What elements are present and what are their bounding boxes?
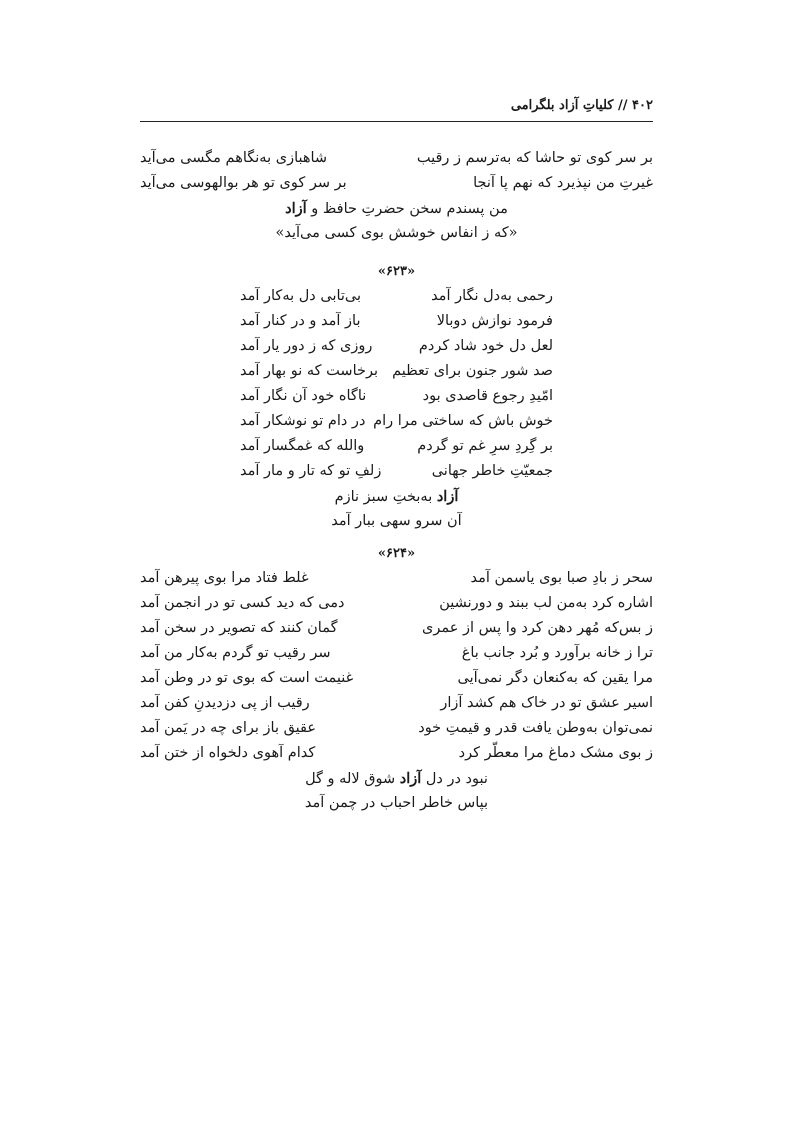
hemistich-first: نمی‌توان به‌وطن یافت قدر و قیمتِ خود <box>418 720 653 736</box>
couplet <box>140 616 653 641</box>
hemistich-second: در دام تو نوشکار آمد <box>240 413 366 429</box>
hemistich-second: عقیق باز برای چه در یَمن آمد <box>140 720 317 736</box>
hemistich-second: کدام آهوی دلخواه از ختن آمد <box>140 745 316 761</box>
hemistich-first: غیرتِ من نپذیرد که نهم پا آنجا <box>473 175 653 191</box>
hemistich-first: خوش باش که ساختی مرا رام <box>373 413 553 429</box>
hemistich-second: دمی که دید کسی تو در انجمن آمد <box>140 595 345 611</box>
hemistich-first: اسیر عشق تو در خاک هم کشد آزار <box>440 695 653 711</box>
couplet <box>140 459 653 484</box>
poet-name: آزاد <box>436 488 459 505</box>
couplet <box>140 284 653 309</box>
hemistich-first: ز بوی مشک دماغ مرا معطّر کرد <box>458 745 653 761</box>
hemistich-second: غنیمت است که بوی تو در وطن آمد <box>140 670 354 686</box>
hemistich-first: بر سر کوی تو حاشا که به‌ترسم ز رقیب <box>416 150 653 166</box>
couplet <box>140 384 653 409</box>
hemistich-second: بر سر کوی تو هر بوالهوسی می‌آید <box>140 175 347 191</box>
poet-name: آزاد <box>285 200 307 217</box>
hemistich-second: ناگاه خود آن نگار آمد <box>240 388 367 404</box>
hemistich-second: برخاست که نو بهار آمد <box>240 363 378 379</box>
poem-number: «۶۲۴» <box>377 546 416 561</box>
closing-line: بپاس خاطر احباب در چمن آمد <box>304 795 489 811</box>
hemistich-first: اشاره کرد به‌من لب ببند و دورنشین <box>439 595 653 611</box>
couplet <box>140 591 653 616</box>
hemistich-second: والله که غمگسار آمد <box>240 438 365 454</box>
hemistich-second: گمان کنند که تصویر در سخن آمد <box>140 620 338 636</box>
couplet <box>140 171 653 196</box>
hemistich-first: بر گِردِ سرِ غم تو گردم <box>417 438 553 454</box>
hemistich-first: فرمود نوازش دوبالا <box>436 313 553 329</box>
hemistich-first: مرا یقین که به‌کنعان دگر نمی‌آیی <box>457 670 653 686</box>
poem-number: «۶۲۳» <box>377 264 416 279</box>
hemistich-second: سر رقیب تو گردم به‌کار من آمد <box>140 645 331 661</box>
hemistich-second: زلفِ تو که تار و مار آمد <box>240 463 382 479</box>
couplet <box>140 359 653 384</box>
closing-line: من پسندم سخن حضرتِ حافظ و آزاد <box>285 200 508 217</box>
header-rule <box>140 121 653 122</box>
closing-line: «که ز انفاس خوشش بوی کسی می‌آید» <box>275 225 518 241</box>
couplet <box>140 716 653 741</box>
couplet <box>140 741 653 766</box>
hemistich-second: باز آمد و در کنار آمد <box>240 313 361 329</box>
couplet <box>140 146 653 171</box>
closing-line: آن سرو سهی ببار آمد <box>331 513 462 529</box>
couplet <box>140 641 653 666</box>
hemistich-second: روزی که ز دور یار آمد <box>240 338 373 354</box>
hemistich-first: امّیدِ رجوع قاصدی بود <box>422 388 553 404</box>
running-head: ۴۰۲ // کلیاتِ آزاد بلگرامی <box>510 98 653 113</box>
couplet <box>140 334 653 359</box>
hemistich-second: بی‌تابی دل به‌کار آمد <box>240 288 362 304</box>
poem-624 <box>140 542 653 816</box>
couplet <box>140 566 653 591</box>
poet-name: آزاد <box>399 770 422 787</box>
closing-line: نبود در دل آزاد شوق لاله و گل <box>305 770 488 787</box>
poem-prev <box>140 146 653 246</box>
hemistich-first: رحمی به‌دل نگار آمد <box>431 288 553 304</box>
couplet <box>140 309 653 334</box>
couplet <box>140 434 653 459</box>
couplet <box>140 409 653 434</box>
hemistich-second: رقیب از پی دزدیدنِ کفن آمد <box>140 695 310 711</box>
hemistich-first: ز بس‌که مُهر دهن کرد وا پس از عمری <box>422 620 653 636</box>
hemistich-first: ترا ز خانه برآورد و بُرد جانب باغ <box>461 645 653 661</box>
hemistich-second: شاهبازی به‌نگاهم مگسی می‌آید <box>140 150 328 166</box>
couplet <box>140 691 653 716</box>
hemistich-first: لعل دل خود شاد کردم <box>418 338 553 354</box>
hemistich-first: صد شور جنون برای تعظیم <box>392 363 553 379</box>
poem-623 <box>140 260 653 534</box>
couplet <box>140 666 653 691</box>
closing-line: آزاد به‌بختِ سبز نازم <box>334 488 459 505</box>
hemistich-second: غلط فتاد مرا بوی پیرهن آمد <box>140 570 309 586</box>
hemistich-first: سحر ز بادِ صبا بوی یاسمن آمد <box>470 570 653 586</box>
hemistich-first: جمعیّتِ خاطر جهانی <box>431 463 553 479</box>
